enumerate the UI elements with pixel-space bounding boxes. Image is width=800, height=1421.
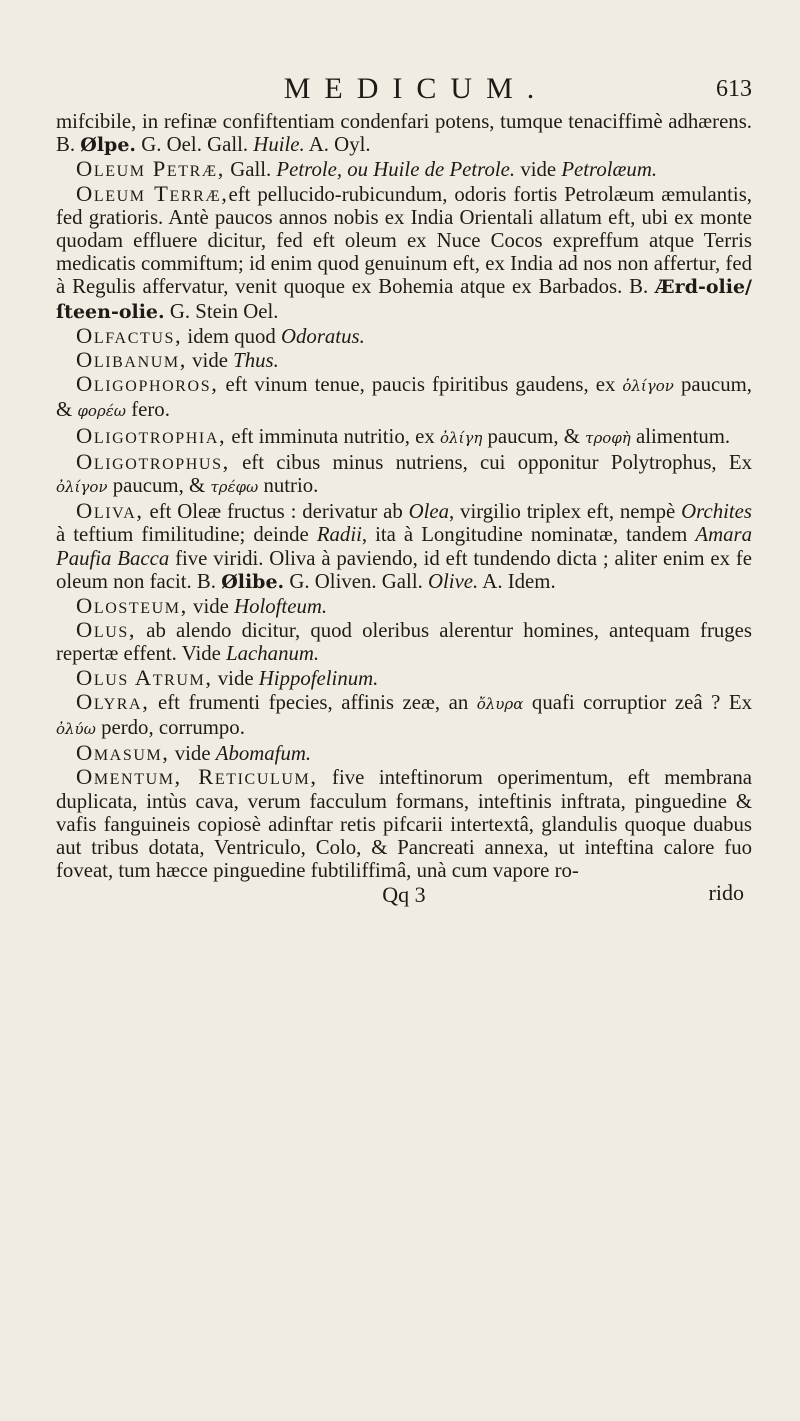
entry-text: five viridi. Oliva à paviendo, id eft tundendo dicta ; aliter enim ex fe oleum non facit. B.: [56, 546, 752, 593]
headword: Olyra,: [76, 688, 150, 714]
entry-text: , ita à Longitudine nominatæ, tandem: [361, 523, 696, 547]
dictionary-entry: [56, 372, 752, 423]
entry-text: G. Stein Oel.: [164, 299, 279, 323]
dictionary-entry: [56, 182, 752, 324]
dictionary-entry: [56, 741, 752, 765]
dictionary-entry: [56, 666, 752, 690]
entry-text: paucum, &: [107, 474, 211, 498]
entry-text: eft Oleæ fructus : derivatur ab: [143, 500, 409, 524]
italic-term: Huile.: [253, 133, 305, 157]
entry-text: five inteftinorum operimentum, eft membrana duplicata, intùs cava, verum facculum formans, inteftinis inftrata, pinguedine & vafis fanguineis copiosè adinftar retis pifcarii intertextâ, glandulis quoque duabus aut tribus dotata, Ventriculo, Colo, & Pancreati annexa, ut inteftina calore fuo foveat, tum hæcce pinguedine fubtiliffimâ, unà cum vapore ro-: [56, 766, 753, 883]
italic-term: Olive.: [428, 569, 479, 593]
entry-text: A. Idem.: [478, 569, 556, 593]
entry-text: eft vinum tenue, paucis fpiritibus gaudens, ex: [218, 373, 623, 397]
italic-term: Hippofelinum.: [258, 666, 379, 690]
dictionary-entry: [56, 499, 752, 594]
dictionary-entries: [56, 110, 752, 883]
headword: Oliva,: [76, 498, 144, 524]
italic-term: Odoratus.: [281, 324, 365, 348]
blackletter-term: Ølpe.: [80, 134, 137, 157]
blackletter-term: Ølibe.: [221, 570, 285, 593]
headword: Olus,: [76, 617, 137, 643]
entry-text: eft cibus minus nutriens, cui opponitur Polytrophus, Ex: [229, 450, 752, 474]
entry-text: eft frumenti fpecies, affinis zeæ, an: [149, 690, 477, 714]
entry-text: paucum, &: [56, 373, 752, 422]
dictionary-entry: [56, 324, 752, 348]
entry-text: G. Oel. Gall.: [136, 133, 254, 157]
entry-text: nutrio.: [258, 474, 319, 498]
headword: Olfactus,: [76, 322, 183, 348]
entry-text: vide: [515, 158, 562, 182]
entry-text: paucum, &: [482, 424, 586, 448]
dictionary-entry: [56, 450, 752, 499]
entry-text: quafi corruptior zeâ ? Ex: [523, 690, 752, 714]
entry-text: fero.: [126, 398, 170, 422]
entry-text: G. Oliven. Gall.: [284, 569, 428, 593]
headword: Oleum Terræ,: [76, 180, 229, 206]
entry-text: , virgilio triplex eft, nempè: [449, 500, 682, 524]
greek-term: ὄλυρα: [476, 694, 524, 713]
headword: Oleum Petræ,: [76, 156, 225, 182]
headword: Oligotrophia,: [76, 422, 227, 448]
page-footer: [56, 879, 752, 911]
italic-term: Olea: [408, 500, 450, 524]
italic-term: Petrolæum.: [561, 158, 658, 182]
greek-term: τροφὴ: [585, 428, 631, 447]
italic-term: Radii: [316, 523, 362, 547]
headword: Oligophoros,: [76, 371, 219, 397]
signature-mark: Qq 3: [382, 881, 426, 907]
catchword: rido: [708, 879, 744, 905]
blackletter-term: Ærd-olie/ ſteen-olie.: [56, 276, 752, 323]
entry-text: à teftium fimilitudine; deinde: [56, 523, 317, 547]
headword: Omasum,: [76, 740, 170, 766]
headword: Oligotrophus,: [76, 448, 230, 474]
dictionary-entry: [56, 765, 752, 882]
headword: Olus Atrum,: [76, 664, 213, 690]
italic-term: Holofteum.: [234, 595, 328, 619]
entry-text: vide: [186, 349, 234, 373]
entry-text: alimentum.: [630, 424, 731, 448]
entry-text: vide: [212, 666, 259, 690]
greek-term: τρέφω: [210, 478, 259, 497]
dictionary-entry: [56, 110, 752, 157]
entry-text: Gall.: [225, 158, 277, 182]
headword: Olosteum,: [76, 593, 188, 619]
italic-term: Petrole, ou Huile de Petrole.: [276, 158, 516, 182]
page-header: [56, 72, 752, 106]
dictionary-entry: [56, 618, 752, 665]
italic-term: Abomafum.: [215, 742, 312, 766]
greek-term: ὀλίγον: [622, 377, 674, 396]
entry-text: A. Oyl.: [304, 133, 371, 157]
headword: Olibanum,: [76, 347, 187, 373]
entry-text: perdo, corrumpo.: [95, 716, 245, 740]
entry-text: ab alendo dicitur, quod oleribus alerentur homines, antequam fruges repertæ effent. Vide: [56, 619, 752, 666]
greek-term: ὀλύω: [56, 720, 96, 739]
italic-term: Thus.: [233, 349, 279, 373]
greek-term: ὀλίγη: [439, 428, 483, 447]
italic-term: Amara Paufia Bacca: [56, 523, 752, 570]
entry-text: eft imminuta nutritio, ex: [226, 424, 440, 448]
entry-text: idem quod: [182, 324, 281, 348]
headword: Omentum, Reticulum,: [76, 764, 318, 790]
entry-text: vide: [169, 742, 216, 766]
dictionary-entry: [56, 348, 752, 372]
dictionary-entry: [56, 594, 752, 618]
dictionary-entry: [56, 690, 752, 741]
italic-term: Orchites: [681, 500, 752, 524]
entry-text: mifcibile, in refinæ confiftentiam condenfari potens, tumque tenaciffimè adhærens. B.: [56, 110, 752, 157]
italic-term: Lachanum.: [226, 642, 320, 666]
greek-term: φορέω: [77, 402, 127, 421]
dictionary-entry: [56, 157, 752, 181]
running-head: MEDICUM.: [283, 72, 549, 105]
dictionary-entry: [56, 424, 752, 450]
entry-text: vide: [187, 595, 235, 619]
greek-term: ὀλίγον: [56, 478, 108, 497]
page-number: 613: [716, 76, 752, 102]
entry-text: eft pellucido-rubicundum, odoris fortis Petrolæum æmulantis, fed gratioris. Antè paucos annos nobis ex India Orientali allatum eft, ubi ex monte quodam effluere dicitur, fed eft oleum ex Nuce Cocos expreffum atque Terris medicatis commiftum; id enim quod genuinum eft, ex India ad nos non affertur, fed à Regulis affervatur, venit quoque ex Bohemia atque ex Barbados. B.: [56, 182, 752, 299]
